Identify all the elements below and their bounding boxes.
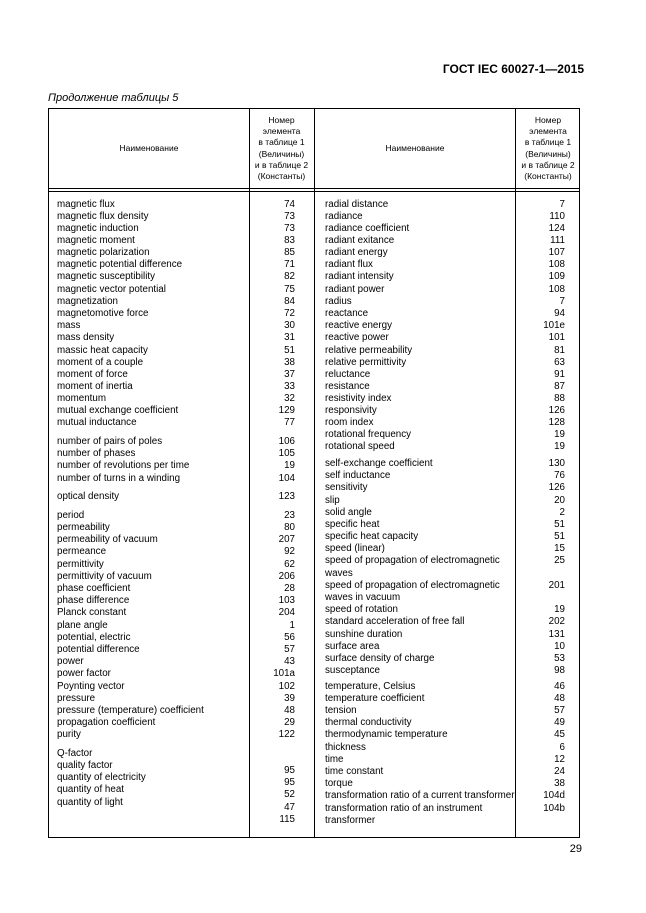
entry-name: moment of force (57, 369, 128, 380)
entry-name: phase difference (57, 595, 130, 606)
entry-name: magnetic flux density (57, 211, 149, 222)
entry-name: Poynting vector (57, 681, 125, 692)
entry-name: reactance (325, 308, 369, 319)
entry-name: magnetic moment (57, 235, 135, 246)
entry-number: 201 (548, 580, 565, 591)
entry-name: mutual exchange coefficient (57, 405, 179, 416)
entry-number: 32 (284, 393, 295, 404)
entry-name: moment of a couple (57, 357, 144, 368)
entry-number: 10 (554, 641, 565, 652)
entry-name: radiance coefficient (325, 223, 410, 234)
entry-name: rotational frequency (325, 429, 412, 440)
entry-number: 19 (554, 429, 565, 440)
entry-number: 72 (284, 308, 295, 319)
entry-name: potential difference (57, 644, 140, 655)
entry-number: 53 (554, 653, 565, 664)
entry-name: radiance (325, 211, 363, 222)
entry-number: 130 (548, 458, 565, 469)
column-divider (249, 109, 250, 837)
entry-name: radiant power (325, 284, 385, 295)
entry-name: magnetic polarization (57, 247, 150, 258)
header-name-left: Наименование (119, 142, 179, 153)
table-caption: Продолжение таблицы 5 (48, 92, 179, 104)
entry-name: relative permittivity (325, 357, 407, 368)
entry-name: propagation coefficient (57, 717, 156, 728)
entry-number: 109 (548, 271, 565, 282)
entry-number: 47 (284, 802, 295, 813)
entry-name: speed of propagation of electromagnetic (325, 580, 500, 591)
entry-number: 202 (548, 616, 565, 627)
document-code: ГОСТ IEC 60027-1—2015 (442, 62, 584, 76)
entry-name: resistance (325, 381, 370, 392)
header-name-right: Наименование (385, 142, 445, 153)
entry-name: number of revolutions per time (57, 460, 190, 471)
entry-number: 80 (284, 522, 295, 533)
entry-name: speed of propagation of electromagnetic (325, 555, 500, 566)
entry-name: radiant exitance (325, 235, 395, 246)
header-rule (49, 191, 579, 192)
entry-number: 15 (554, 543, 565, 554)
entry-name: tension (325, 705, 357, 716)
entry-number: 123 (278, 491, 295, 502)
entry-number: 110 (549, 211, 565, 222)
entry-name: resistivity index (325, 393, 392, 404)
entry-number: 207 (278, 534, 295, 545)
entry-number: 51 (554, 519, 565, 530)
entry-number: 126 (548, 482, 565, 493)
entry-name: reactive power (325, 332, 389, 343)
entry-name: specific heat (325, 519, 380, 530)
header-number-line: Номер (534, 114, 562, 125)
entry-name: magnetic flux (57, 199, 115, 210)
entry-number: 43 (284, 656, 295, 667)
entry-number: 95 (284, 765, 295, 776)
entry-name: magnetization (57, 296, 118, 307)
entry-name: reluctance (325, 369, 371, 380)
index-table (48, 108, 580, 838)
entry-name: power factor (57, 668, 111, 679)
entry-name: power (57, 656, 84, 667)
entry-name: radial distance (325, 199, 389, 210)
entry-name: standard acceleration of free fall (325, 616, 465, 627)
entry-number: 81 (554, 345, 565, 356)
entry-name: responsivity (325, 405, 377, 416)
entry-number: 105 (278, 448, 295, 459)
entry-number: 95 (284, 777, 295, 788)
entry-name: thermodynamic temperature (325, 729, 448, 740)
entry-name: radiant flux (325, 259, 373, 270)
entry-name: specific heat capacity (325, 531, 419, 542)
entry-name: permeance (57, 546, 107, 557)
entry-name: number of turns in a winding (57, 473, 181, 484)
entry-number: 115 (279, 814, 295, 825)
page-number: 29 (569, 843, 582, 855)
entry-name: Q-factor (57, 748, 93, 759)
entry-number: 84 (284, 296, 295, 307)
column-divider (515, 109, 516, 837)
entry-name: rotational speed (325, 441, 395, 452)
entry-number: 128 (548, 417, 565, 428)
entry-number: 28 (284, 583, 295, 594)
entry-number: 94 (554, 308, 565, 319)
entry-number: 46 (554, 681, 565, 692)
entry-name: quantity of electricity (57, 772, 146, 783)
entry-number: 91 (554, 369, 565, 380)
entry-number: 108 (548, 259, 565, 270)
entry-name: period (57, 510, 85, 521)
entry-number: 30 (284, 320, 295, 331)
entry-name: quality factor (57, 760, 113, 771)
entry-number: 108 (548, 284, 565, 295)
entry-number: 74 (284, 199, 295, 210)
column-divider (314, 109, 315, 837)
entry-number: 111 (550, 235, 565, 246)
entry-name: radiant energy (325, 247, 388, 258)
entry-number: 62 (284, 559, 295, 570)
entry-name: optical density (57, 491, 120, 502)
entry-name: pressure (57, 693, 96, 704)
entry-number: 19 (284, 460, 295, 471)
entry-number: 49 (554, 717, 565, 728)
entry-number: 77 (284, 417, 295, 428)
entry-number: 75 (284, 284, 295, 295)
entry-name: surface area (325, 641, 380, 652)
entry-number: 129 (278, 405, 295, 416)
entry-name: waves in vacuum (325, 592, 401, 603)
header-number-line: в таблице 1 (258, 137, 305, 148)
entry-number: 7 (559, 199, 565, 210)
header-number-line: и в таблице 2 (521, 159, 575, 170)
entry-number: 39 (284, 693, 295, 704)
entry-number: 24 (554, 766, 565, 777)
entry-name: momentum (57, 393, 106, 404)
entry-name: reactive energy (325, 320, 392, 331)
entry-number: 73 (284, 223, 295, 234)
entry-name: permittivity of vacuum (57, 571, 152, 582)
entry-name: permeability of vacuum (57, 534, 158, 545)
entry-number: 124 (548, 223, 565, 234)
entry-number: 23 (284, 510, 295, 521)
entry-number: 102 (278, 681, 295, 692)
entry-number: 56 (284, 632, 295, 643)
entry-name: permeability (57, 522, 110, 533)
entry-number: 29 (284, 717, 295, 728)
entry-name: pressure (temperature) coefficient (57, 705, 204, 716)
entry-number: 206 (278, 571, 295, 582)
entry-name: susceptance (325, 665, 381, 676)
entry-name: moment of inertia (57, 381, 133, 392)
entry-number: 98 (554, 665, 565, 676)
entry-number: 6 (559, 742, 565, 753)
entry-name: magnetomotive force (57, 308, 149, 319)
entry-name: potential, electric (57, 632, 131, 643)
entry-name: plane angle (57, 620, 108, 631)
entry-number: 107 (548, 247, 565, 258)
entry-number: 106 (278, 436, 295, 447)
entry-name: self-exchange coefficient (325, 458, 433, 469)
entry-number: 31 (284, 332, 295, 343)
entry-number: 101a (273, 668, 295, 679)
entry-name: room index (325, 417, 374, 428)
entry-name: transformation ratio of a current transformer (325, 790, 515, 801)
entry-name: number of phases (57, 448, 136, 459)
entry-number: 38 (554, 778, 565, 789)
header-number-right (516, 109, 580, 188)
entry-number: 38 (284, 357, 295, 368)
header-number-line: элемента (529, 126, 567, 137)
entry-name: massic heat capacity (57, 345, 148, 356)
entry-number: 25 (554, 555, 565, 566)
entry-number: 82 (284, 271, 295, 282)
header-number-line: элемента (262, 126, 301, 137)
entry-number: 33 (284, 381, 295, 392)
entry-name: time constant (325, 766, 384, 777)
entry-number: 103 (278, 595, 295, 606)
entry-number: 2 (559, 507, 565, 518)
entry-number: 131 (548, 629, 565, 640)
entry-name: thickness (325, 742, 366, 753)
entry-number: 104d (543, 790, 565, 801)
entry-name: transformation ratio of an instrument (325, 803, 483, 814)
entry-name: phase coefficient (57, 583, 131, 594)
entry-name: surface density of charge (325, 653, 435, 664)
entry-number: 51 (284, 345, 295, 356)
entry-name: speed (linear) (325, 543, 385, 554)
entry-number: 7 (559, 296, 565, 307)
entry-name: mass (57, 320, 81, 331)
entry-number: 87 (554, 381, 565, 392)
entry-name: number of pairs of poles (57, 436, 163, 447)
entry-name: magnetic susceptibility (57, 271, 156, 282)
entry-number: 76 (554, 470, 565, 481)
entry-number: 1 (289, 620, 295, 631)
entry-number: 101 (548, 332, 565, 343)
entry-number: 71 (284, 259, 295, 270)
entry-number: 204 (278, 607, 295, 618)
entry-number: 20 (554, 495, 565, 506)
entry-name: mass density (57, 332, 115, 343)
header-number-line: Номер (268, 114, 295, 125)
entry-name: permittivity (57, 559, 104, 570)
entry-name: temperature coefficient (325, 693, 425, 704)
entry-name: magnetic potential difference (57, 259, 183, 270)
entry-number: 88 (554, 393, 565, 404)
entry-number: 19 (554, 441, 565, 452)
entry-number: 51 (554, 531, 565, 542)
entry-number: 101e (543, 320, 565, 331)
entry-number: 104b (543, 803, 565, 814)
entry-name: time (325, 754, 344, 765)
entry-number: 57 (554, 705, 565, 716)
entry-number: 12 (554, 754, 565, 765)
entry-number: 57 (284, 644, 295, 655)
entry-name: magnetic vector potential (57, 284, 166, 295)
entry-number: 48 (554, 693, 565, 704)
entry-number: 83 (284, 235, 295, 246)
header-number-left (249, 109, 314, 188)
header-number-line: и в таблице 2 (254, 159, 309, 170)
entry-number: 19 (554, 604, 565, 615)
header-rule (49, 188, 579, 189)
entry-name: temperature, Celsius (325, 681, 416, 692)
entry-name: self inductance (325, 470, 391, 481)
entry-number: 63 (554, 357, 565, 368)
entry-name: waves (325, 568, 353, 579)
entry-name: radiant intensity (325, 271, 394, 282)
entry-number: 104 (278, 473, 295, 484)
entry-number: 73 (284, 211, 295, 222)
entry-number: 92 (284, 546, 295, 557)
entry-name: slip (325, 495, 340, 506)
entry-number: 126 (548, 405, 565, 416)
entry-number: 122 (278, 729, 295, 740)
header-number-line: (Константы) (257, 170, 306, 181)
entry-number: 52 (284, 789, 295, 800)
entry-name: quantity of light (57, 797, 123, 808)
entry-name: quantity of heat (57, 784, 124, 795)
entry-number: 45 (554, 729, 565, 740)
header-number-line: (Величины) (258, 148, 305, 159)
entry-number: 48 (284, 705, 295, 716)
entry-name: radius (325, 296, 352, 307)
header-number-line: (Величины) (525, 148, 571, 159)
entry-number: 37 (284, 369, 295, 380)
entry-name: thermal conductivity (325, 717, 412, 728)
entry-name: magnetic induction (57, 223, 139, 234)
entry-name: transformer (325, 815, 376, 826)
entry-name: sensitivity (325, 482, 368, 493)
entry-name: purity (57, 729, 81, 740)
header-number-line: в таблице 1 (524, 137, 572, 148)
entry-name: Planck constant (57, 607, 127, 618)
header-number-line: (Константы) (524, 170, 572, 181)
entry-name: speed of rotation (325, 604, 398, 615)
entry-name: torque (325, 778, 353, 789)
entry-number: 85 (284, 247, 295, 258)
entry-name: solid angle (325, 507, 372, 518)
entry-name: sunshine duration (325, 629, 403, 640)
entry-name: mutual inductance (57, 417, 137, 428)
entry-name: relative permeability (325, 345, 413, 356)
